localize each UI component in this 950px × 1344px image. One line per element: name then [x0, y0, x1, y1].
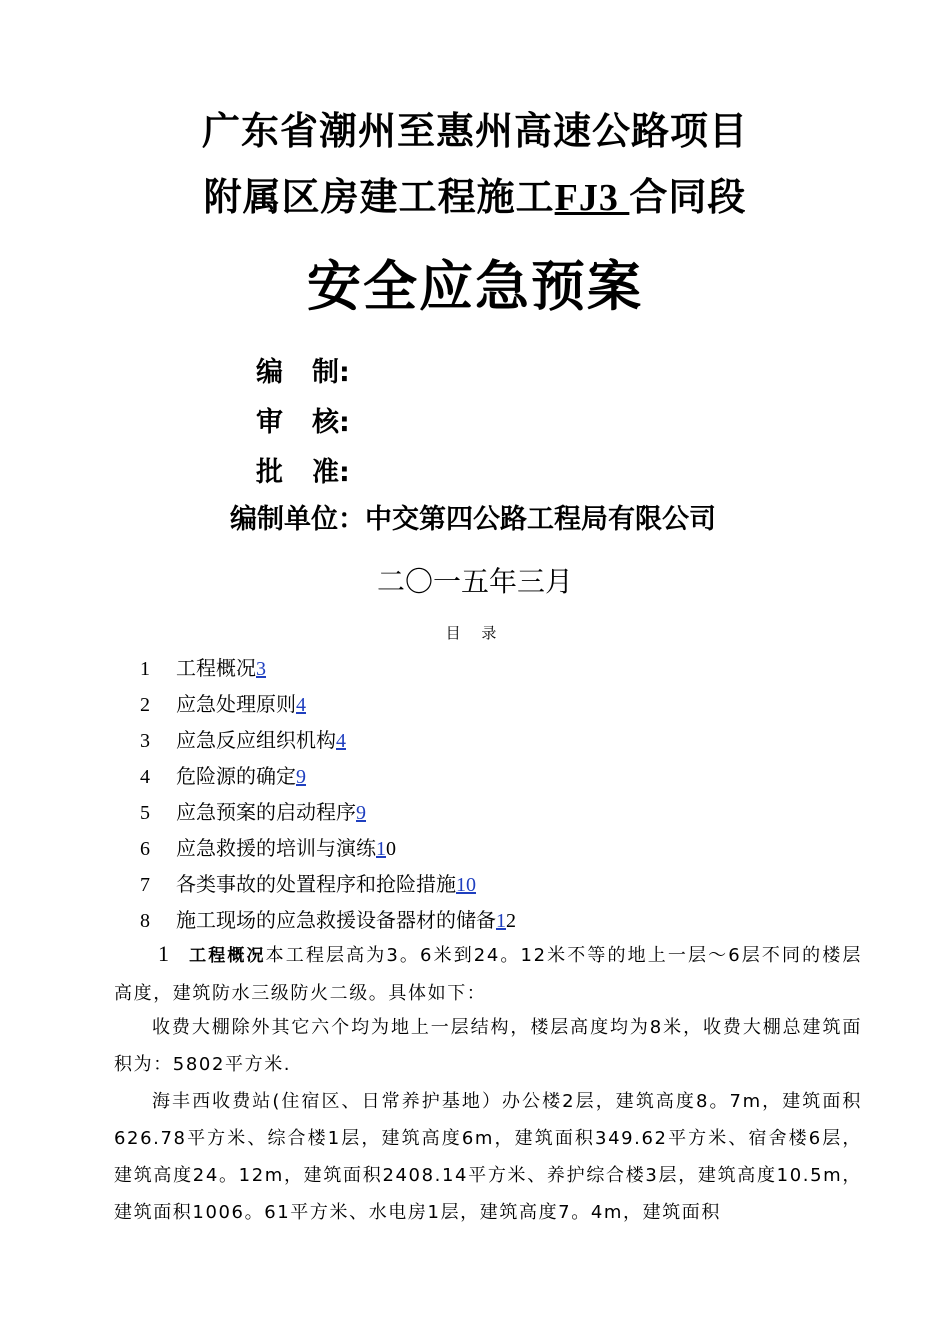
toc-page-link[interactable]: 4: [336, 730, 346, 752]
toc-title: 应急反应组织机构: [176, 728, 336, 752]
toc-page-link[interactable]: 1: [376, 838, 386, 860]
signoff-reviewer: [256, 400, 350, 439]
toc-title: 应急预案的启动程序: [176, 800, 356, 824]
document-title: 安全应急预案: [307, 255, 643, 318]
toc-page-rest: 0: [386, 838, 396, 860]
toc-page-link[interactable]: 10: [456, 874, 476, 896]
section1-paragraph: [114, 935, 862, 1012]
toc-item: [140, 830, 516, 866]
signoff-approver: [256, 450, 350, 489]
paragraph-toll-canopy: 收费大棚除外其它六个均为地上一层结构，楼层高度均为8米，收费大棚总建筑面积为：5802平方米.: [114, 1017, 862, 1075]
contract-code: FJ3: [554, 177, 630, 219]
toc-number: 2: [140, 694, 150, 716]
toc-title: 工程概况: [176, 656, 256, 680]
toc-number: 4: [140, 766, 150, 788]
toc-page-rest: 2: [506, 910, 516, 932]
toc-number: 7: [140, 874, 150, 896]
toc-number: 6: [140, 838, 150, 860]
signoff-label-char: 制:: [312, 357, 350, 388]
toc-page-link[interactable]: 9: [296, 766, 306, 788]
signoff-label-char: 准:: [312, 457, 350, 488]
compiling-unit: 编制单位：中交第四公路工程局有限公司: [230, 504, 716, 535]
section1-text: 本工程层高为3。6米到24。12米不等的地上一层～6层不同的楼层高度，建筑防水三级防火二级。具体如下：: [114, 945, 862, 1004]
toc-page-link[interactable]: 1: [496, 910, 506, 932]
toc-page-link[interactable]: 3: [256, 658, 266, 680]
toc-title: 危险源的确定: [176, 764, 296, 788]
toc-heading: 目 录: [445, 624, 505, 642]
toc-title: 施工现场的应急救援设备器材的储备: [176, 908, 496, 932]
toc-item: [140, 902, 516, 938]
toc-item: [140, 650, 516, 686]
toc-item: [140, 794, 516, 830]
signoff-label-char: 批: [256, 457, 283, 488]
toc-item: [140, 866, 516, 902]
project-title-line1: 广东省潮州至惠州高速公路项目: [201, 109, 748, 153]
toc-number: 8: [140, 910, 150, 932]
toc-title: 应急救援的培训与演练: [176, 836, 376, 860]
signoff-label-char: 审: [256, 407, 283, 438]
table-of-contents: [140, 650, 516, 938]
toc-title: 各类事故的处置程序和抢险措施: [176, 872, 456, 896]
signoff-label-char: 编: [256, 357, 283, 388]
toc-page-link[interactable]: 4: [296, 694, 306, 716]
title-line2-prefix: 附属区房建工程施工: [203, 175, 555, 219]
signoff-label-char: 核:: [312, 407, 350, 438]
document-date: 二〇一五年三月: [376, 565, 573, 598]
toc-item: [140, 686, 516, 722]
project-title-line2: [0, 166, 950, 221]
toc-number: 1: [140, 658, 150, 680]
paragraph-haifeng-west: 海丰西收费站(住宿区、日常养护基地）办公楼2层，建筑高度8。7m，建筑面积626.78平方米、综合楼1层，建筑高度6m，建筑面积349.62平方米、宿舍楼6层，建筑高度24。12m，建筑面积2408.14平方米、养护综合楼3层，建筑高度10.5m，建筑面积1006。61平方米、水电房1层，建筑高度7。4m，建筑面积: [114, 1091, 862, 1223]
toc-item: [140, 758, 516, 794]
signoff-compiler: [256, 350, 350, 389]
section1-heading: 工程概况: [188, 946, 266, 966]
section1-number: 1: [158, 941, 171, 966]
toc-page-link[interactable]: 9: [356, 802, 366, 824]
toc-number: 3: [140, 730, 150, 752]
toc-title: 应急处理原则: [176, 692, 296, 716]
toc-number: 5: [140, 802, 150, 824]
toc-item: [140, 722, 516, 758]
title-line2-suffix: 合同段: [629, 175, 747, 219]
